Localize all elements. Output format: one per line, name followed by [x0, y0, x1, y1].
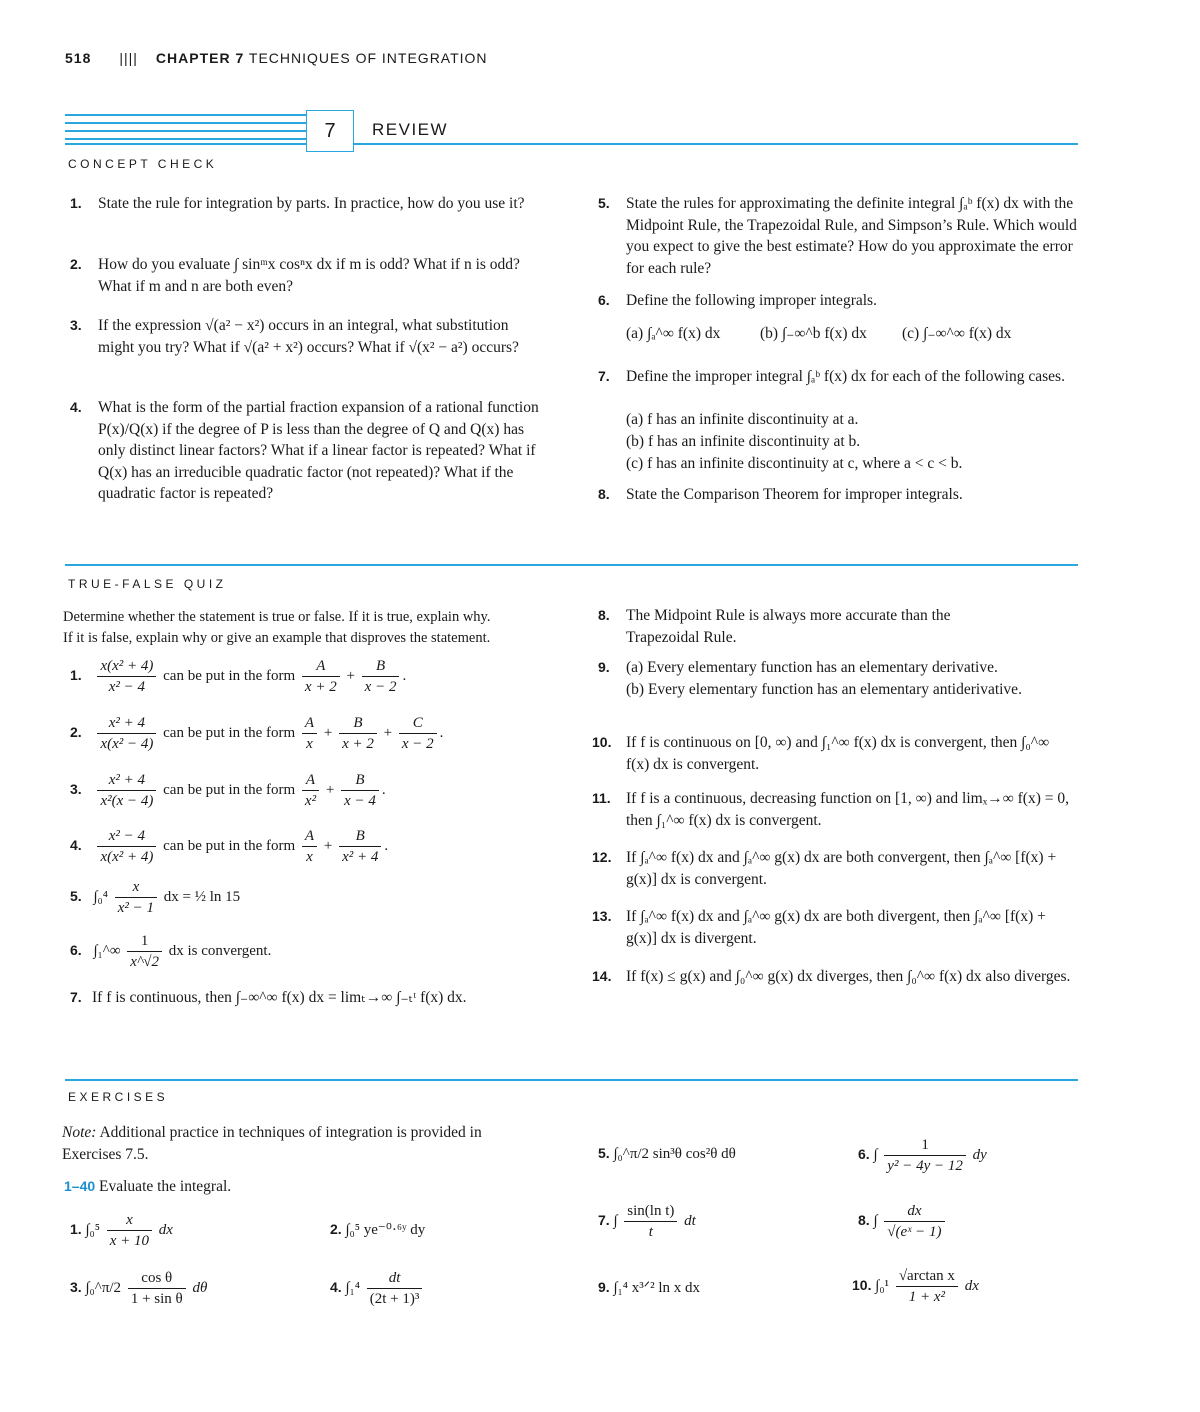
denominator: x	[306, 849, 313, 865]
numerator: x(x² + 4)	[97, 656, 156, 677]
item-text: State the rules for approximating the definite integral ∫ₐᵇ f(x) dx with the Midpoint Rule, the Trapezoidal Rule, and Simpson’s Rule. Which would you expect to give the best estimate? How do you approximate the error for each rule?	[626, 195, 1077, 277]
denominator: x − 2	[364, 679, 397, 695]
exercise-8	[858, 1201, 948, 1242]
item-text: State the Comparison Theorem for improper integrals.	[626, 486, 963, 503]
q-text-a: (a) Every elementary function has an elementary derivative.	[626, 659, 998, 676]
item-text: Define the following improper integrals.	[626, 292, 877, 309]
q-number: 10.	[592, 734, 612, 750]
exercise-1	[70, 1210, 173, 1251]
chapter-number-box: 7	[306, 110, 354, 152]
integral-expression: ∫₁⁴ x³ᐟ² ln x dx	[613, 1280, 701, 1296]
numerator: cos θ	[128, 1268, 186, 1289]
fraction	[367, 1268, 423, 1309]
exercise-7	[598, 1201, 696, 1242]
denominator: x − 4	[344, 793, 376, 809]
numerator: dx	[884, 1201, 944, 1222]
tf-q5	[70, 877, 240, 918]
denominator: x²(x − 4)	[100, 793, 154, 809]
q-number: 13.	[592, 908, 612, 924]
fraction	[302, 713, 317, 754]
denominator: x(x² + 4)	[100, 849, 154, 865]
header-bars: ||||	[119, 50, 138, 66]
item-text: Define the improper integral ∫ₐᵇ f(x) dx for each of the following cases.	[626, 368, 1065, 385]
q-number: 6.	[70, 941, 82, 958]
item-text: If the expression √(a² − x²) occurs in an integral, what substitution might you try? What if √(a² + x²) occurs? What if √(x² − a²) occurs?	[98, 317, 519, 356]
instruction-text: Evaluate the integral.	[99, 1178, 232, 1195]
tf-intro-1: Determine whether the statement is true or false. If it is true, explain why.	[63, 609, 491, 625]
exercise-3	[70, 1268, 207, 1309]
denominator: x − 2	[401, 736, 434, 752]
item-number: 4.	[70, 399, 82, 415]
fraction	[128, 1268, 186, 1309]
tf-rule	[65, 564, 1078, 566]
exercises-rule	[65, 1079, 1078, 1081]
note-label: Note:	[62, 1124, 97, 1141]
banner-rule-2	[65, 122, 310, 124]
item-text: State the rule for integration by parts. In practice, how do you use it?	[98, 195, 525, 212]
tf-q3: 3. $\frac{\text{x² + 4}}{\text{x²(x − 4)}}$ can be put in the form $\frac{A}{\text{x²}}$ + $\frac{B}{x - 4}$ .	[70, 772, 386, 809]
denominator: x² − 1	[117, 900, 155, 916]
item-number: 3.	[70, 317, 82, 333]
chapter-label: CHAPTER 7	[155, 50, 245, 66]
item-text: What is the form of the partial fraction expansion of a rational function P(x)/Q(x) if the degree of P is less than the degree of Q and Q(x) has only distinct linear factors? What if a linear factor is repeated? What if Q(x) has an irreducible quadratic factor (not repeated)? What if the quadratic factor is repeated?	[98, 399, 539, 502]
integral-limits: ∫₁^∞	[93, 942, 121, 959]
q-text: If ∫ₐ^∞ f(x) dx and ∫ₐ^∞ g(x) dx are both divergent, then ∫ₐ^∞ [f(x) + g(x)] dx is divergent.	[626, 908, 1046, 947]
fraction	[107, 1210, 152, 1251]
fraction	[341, 770, 379, 811]
integral-expression: ∫₀⁵ ye⁻⁰·⁶ʸ dy	[345, 1222, 426, 1238]
differential: dθ	[192, 1279, 208, 1296]
exercise-5	[598, 1145, 736, 1163]
denominator: x²	[304, 793, 317, 809]
exercises-note	[62, 1122, 542, 1165]
denominator: 1 + x²	[908, 1289, 946, 1305]
phrase: can be put in the form	[163, 667, 296, 684]
banner-rule-4	[65, 138, 310, 140]
exercise-number: 10.	[852, 1276, 872, 1293]
differential: dx	[158, 1221, 173, 1238]
item-number: 2.	[70, 256, 82, 272]
denominator: x + 10	[109, 1233, 150, 1249]
differential: dx	[964, 1277, 979, 1294]
phrase: can be put in the form	[163, 724, 296, 741]
tf-q4: 4. $\frac{\text{x² − 4}}{\text{x(x² + 4)}}$ can be put in the form $\frac{A}{x}$ + $\frac{B}{\text{x² + 4}}$ .	[70, 828, 389, 865]
denominator: x + 2	[342, 736, 374, 752]
numerator: B	[362, 656, 400, 677]
item-number: 5.	[598, 195, 610, 211]
fraction	[302, 656, 340, 697]
fraction	[624, 1201, 677, 1242]
exercise-9	[598, 1278, 700, 1297]
numerator: √arctan x	[896, 1266, 958, 1287]
item-number: 1.	[70, 195, 82, 211]
numerator: sin(ln t)	[624, 1201, 677, 1222]
q-text: If ∫ₐ^∞ f(x) dx and ∫ₐ^∞ g(x) dx are both convergent, then ∫ₐ^∞ [f(x) + g(x)] dx is convergent.	[626, 849, 1057, 888]
numerator: x² + 4	[97, 770, 156, 791]
denominator: (2t + 1)³	[369, 1291, 420, 1307]
denominator: x(x² − 4)	[100, 736, 154, 752]
item7-part-c: (c) f has an infinite discontinuity at c, where a < c < b.	[626, 455, 963, 472]
denominator: √(eˣ − 1)	[887, 1224, 942, 1240]
q-number: 1.	[70, 666, 82, 683]
review-title: REVIEW	[372, 120, 449, 139]
q-number: 7.	[70, 989, 82, 1005]
item7-part-a: (a) f has an infinite discontinuity at a.	[626, 411, 859, 428]
running-header	[65, 50, 488, 66]
phrase: can be put in the form	[163, 837, 296, 854]
integral-limits: ∫₀^π/2	[85, 1279, 122, 1296]
exercise-2	[330, 1220, 425, 1239]
q-number: 4.	[70, 836, 82, 853]
numerator: A	[302, 656, 340, 677]
tf-q9b: (b) Every elementary function has an elementary antiderivative.	[626, 681, 1022, 698]
exercises-instruction	[64, 1176, 231, 1198]
tf-q1: 1. $\frac{\text{x(x² + 4)}}{\text{x² − 4}}$ can be put in the form $\frac{A}{x + 2}$ + $\frac{B}{x - 2}$ .	[70, 658, 407, 695]
numerator: x	[115, 877, 157, 898]
fraction	[97, 656, 156, 697]
integral-limits: ∫₀⁴	[93, 888, 109, 905]
fraction	[339, 826, 381, 867]
q-text: If f(x) ≤ g(x) and ∫₀^∞ g(x) dx diverges, then ∫₀^∞ f(x) dx also diverges.	[626, 968, 1071, 985]
tf-intro-2: If it is false, explain why or give an example that disproves the statement.	[63, 630, 491, 646]
page-number: 518	[65, 50, 92, 66]
fraction	[884, 1201, 944, 1242]
denominator: x	[306, 736, 313, 752]
numerator: 1	[884, 1135, 966, 1156]
q-text: If f is continuous, then ∫₋∞^∞ f(x) dx = limₜ→∞ ∫₋ₜᵗ f(x) dx.	[92, 989, 467, 1006]
fraction	[97, 770, 156, 811]
q-number: 2.	[70, 723, 82, 740]
numerator: B	[341, 770, 379, 791]
numerator: A	[302, 826, 317, 847]
numerator: x² − 4	[97, 826, 156, 847]
exercise-range: 1–40	[64, 1178, 96, 1194]
fraction	[362, 656, 400, 697]
numerator: C	[399, 713, 437, 734]
differential: dy	[972, 1146, 987, 1163]
item-number: 7.	[598, 368, 610, 384]
exercise-number: 6.	[858, 1145, 870, 1162]
q-text: If f is continuous on [0, ∞) and ∫₁^∞ f(x) dx is convergent, then ∫₀^∞ f(x) dx is convergent.	[626, 734, 1050, 773]
fraction	[115, 877, 157, 918]
banner-rule-3	[65, 130, 310, 132]
integral-limits: ∫	[873, 1212, 878, 1229]
exercise-number: 1.	[70, 1220, 82, 1237]
differential: dt	[684, 1212, 696, 1229]
exercise-number: 3.	[70, 1278, 82, 1295]
exercise-number: 8.	[858, 1211, 870, 1228]
fraction	[97, 713, 156, 754]
fraction	[896, 1266, 958, 1307]
item-number: 8.	[598, 486, 610, 502]
numerator: x² + 4	[97, 713, 156, 734]
denominator: t	[648, 1224, 653, 1240]
fraction	[127, 931, 162, 972]
denominator: 1 + sin θ	[130, 1291, 183, 1307]
fraction	[302, 770, 319, 811]
tf-heading: TRUE-FALSE QUIZ	[68, 577, 227, 591]
exercise-number: 5.	[598, 1145, 610, 1161]
integral-limits: ∫	[613, 1212, 618, 1229]
fraction	[97, 826, 156, 867]
exercise-number: 4.	[330, 1278, 342, 1295]
q-number: 14.	[592, 968, 612, 984]
item-text: How do you evaluate ∫ sinᵐx cosⁿx dx if m is odd? What if n is odd? What if m and n are both even?	[98, 256, 520, 295]
denominator: x² − 4	[108, 679, 146, 695]
item-number: 6.	[598, 292, 610, 308]
integral-limits: ∫	[873, 1146, 878, 1163]
numerator: 1	[127, 931, 162, 952]
exercise-10	[852, 1266, 979, 1307]
fraction	[399, 713, 437, 754]
q-text: If f is a continuous, decreasing function on [1, ∞) and limₓ→∞ f(x) = 0, then ∫₁^∞ f(x) dx is convergent.	[626, 790, 1069, 829]
denominator: x + 2	[304, 679, 337, 695]
denominator: y² − 4y − 12	[887, 1158, 963, 1174]
tf-q2: 2. $\frac{\text{x² + 4}}{\text{x(x² − 4)}}$ can be put in the form $\frac{A}{x}$ + $\frac{B}{x + 2}$ + $\frac{C}{x - 2}$ .	[70, 715, 444, 752]
banner-rule-1	[65, 114, 310, 116]
numerator: B	[339, 826, 381, 847]
concept-check-heading: CONCEPT CHECK	[68, 157, 218, 171]
item6-part-b: (b) ∫₋∞^b f(x) dx	[760, 325, 867, 342]
integral-rest: dx is convergent.	[168, 942, 272, 959]
item6-part-a: (a) ∫ₐ^∞ f(x) dx	[626, 325, 721, 342]
q-number: 11.	[592, 790, 611, 806]
numerator: B	[339, 713, 377, 734]
banner-rule-main	[65, 143, 1078, 145]
q-number: 5.	[70, 887, 82, 904]
exercise-6	[858, 1135, 987, 1176]
q-number: 3.	[70, 780, 82, 797]
numerator: A	[302, 713, 317, 734]
integral-limits: ∫₀⁵	[85, 1221, 101, 1238]
item6-part-c: (c) ∫₋∞^∞ f(x) dx	[902, 325, 1012, 342]
note-text: Additional practice in techniques of integration is provided in Exercises 7.5.	[62, 1124, 482, 1163]
exercises-heading: EXERCISES	[68, 1090, 169, 1104]
denominator: x^√2	[130, 954, 159, 970]
q-number: 9.	[598, 659, 610, 675]
fraction	[302, 826, 317, 867]
fraction	[884, 1135, 966, 1176]
integral-limits: ∫₁⁴	[345, 1279, 361, 1296]
exercise-number: 7.	[598, 1211, 610, 1228]
q-number: 8.	[598, 607, 610, 623]
integral-expression: ∫₀^π/2 sin³θ cos²θ dθ	[613, 1146, 736, 1162]
exercise-number: 2.	[330, 1221, 342, 1237]
chapter-title: TECHNIQUES OF INTEGRATION	[248, 50, 488, 66]
numerator: dt	[367, 1268, 423, 1289]
q-number: 12.	[592, 849, 612, 865]
integral-rest: dx = ½ ln 15	[163, 888, 241, 905]
integral-limits: ∫₀¹	[875, 1277, 890, 1294]
denominator: x² + 4	[342, 849, 379, 865]
numerator: x	[107, 1210, 152, 1231]
tf-q6	[70, 931, 271, 972]
q-text: The Midpoint Rule is always more accurate than the Trapezoidal Rule.	[626, 607, 951, 646]
item7-part-b: (b) f has an infinite discontinuity at b.	[626, 433, 861, 450]
phrase: can be put in the form	[163, 781, 296, 798]
exercise-4	[330, 1268, 425, 1309]
numerator: A	[302, 770, 319, 791]
fraction	[339, 713, 377, 754]
exercise-number: 9.	[598, 1279, 610, 1295]
